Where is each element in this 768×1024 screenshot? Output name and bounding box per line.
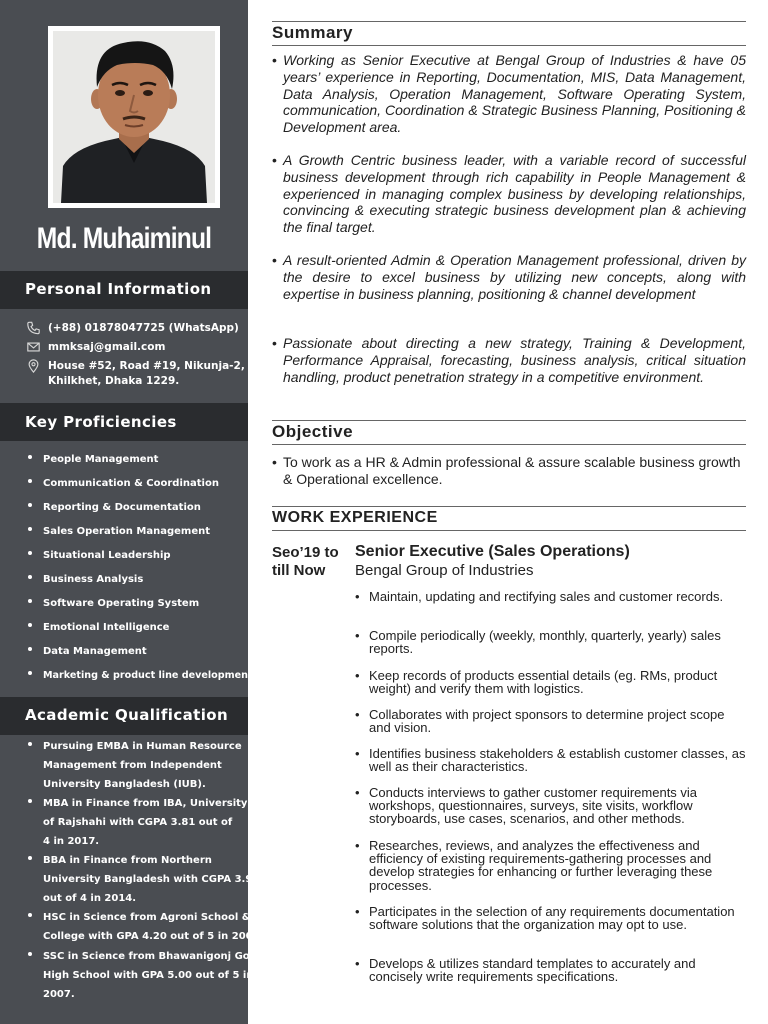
proficiencies-heading: Key Proficiencies <box>25 413 177 431</box>
work-date: Seo’19 to till Now <box>272 544 339 579</box>
phone-text: (+88) 01878047725 (WhatsApp) <box>48 322 239 334</box>
proficiencies-heading-bar <box>0 403 248 441</box>
address-line-1: House #52, Road #19, Nikunja-2, <box>48 360 245 372</box>
work-heading: WORK EXPERIENCE <box>272 509 438 526</box>
sidebar: Md. Muhaiminul Personal Information (+88) 01878047725 (WhatsApp) mmksaj@gmail.com House #52, Road #19, Nikunja-2, Khilkhet, Dhaka 1229. Key Proficiencies People Management Communication & Coordination Reporting & Documentation Sales Operation Management Situational Leadership Business Analysis Software Operating System Emotional Intelligence Data Management Marketing & product line development Academic Qualification Pursuing EMBA in Human Resource Management from Independent University Bangladesh (IUB). MBA in Finance from IBA, University of Rajshahi with CGPA 3.81 out of 4 in 2017. BBA in Finance from Northern University Bangladesh with CGPA 3.97 out of 4 in 2014. HSC in Science from Agroni School & College with GPA 4.20 out of 5 in 2009. SSC in Science from Bhawanigonj Govt. High School with GPA 5.00 out of 5 in 2007. <box>0 0 248 1024</box>
summary-top-rule <box>272 21 746 22</box>
academic-heading-bar <box>0 697 248 735</box>
profile-photo-frame <box>48 26 220 208</box>
job-title: Senior Executive (Sales Operations) <box>355 543 630 560</box>
mail-icon <box>26 340 41 354</box>
email-text: mmksaj@gmail.com <box>48 341 166 353</box>
work-bottom-rule <box>272 530 746 531</box>
objective-heading: Objective <box>272 422 354 441</box>
academic-heading: Academic Qualification <box>25 706 229 724</box>
objective-bottom-rule <box>272 444 746 445</box>
summary-heading: Summary <box>272 23 353 42</box>
profile-photo-image <box>53 31 215 203</box>
company-name: Bengal Group of Industries <box>355 562 534 579</box>
work-top-rule <box>272 506 746 507</box>
address-line-2: Khilkhet, Dhaka 1229. <box>48 375 180 387</box>
personal-info-heading-bar <box>0 271 248 309</box>
summary-bottom-rule <box>272 45 746 46</box>
phone-icon <box>26 321 41 335</box>
personal-info-heading: Personal Information <box>25 280 212 298</box>
objective-top-rule <box>272 420 746 421</box>
location-pin-icon <box>26 359 41 373</box>
profile-photo <box>53 31 215 203</box>
candidate-name: Md. Muhaiminul <box>36 222 212 255</box>
